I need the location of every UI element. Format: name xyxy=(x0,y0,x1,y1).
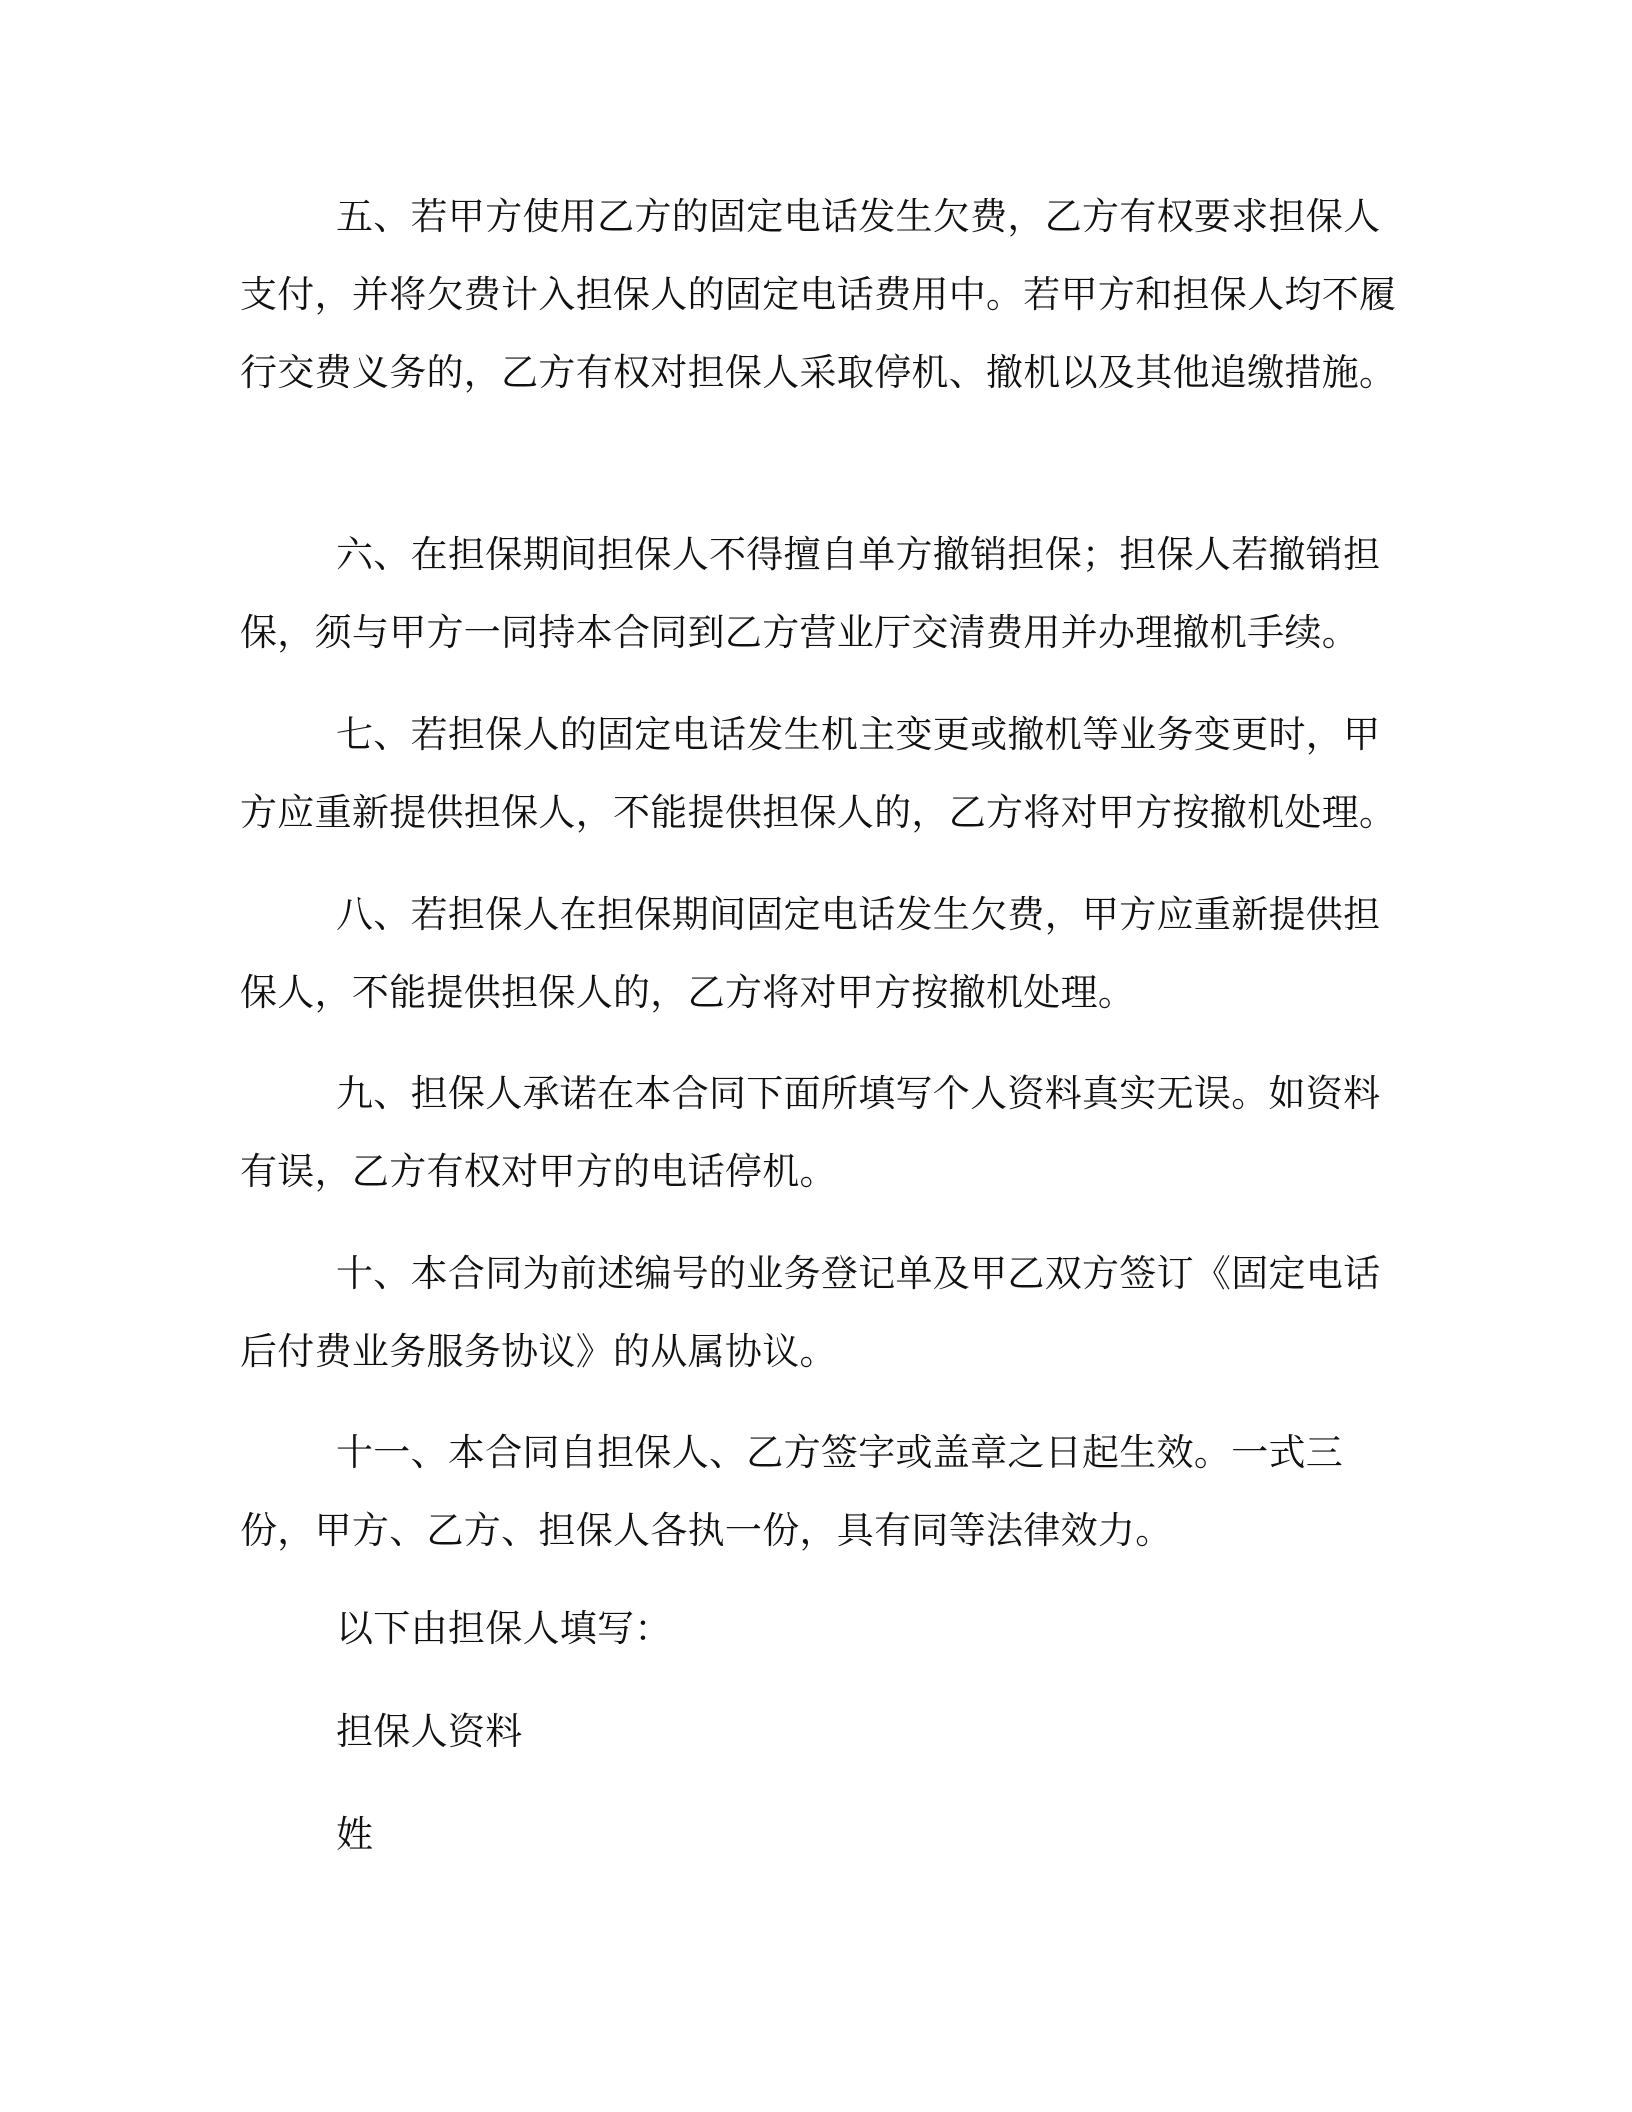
clause-5: 五、若甲方使用乙方的固定电话发生欠费，乙方有权要求担保人支付，并将欠费计入担保人的固定电话费用中。若甲方和担保人均不履行交费义务的，乙方有权对担保人采取停机、撤机以及其他追缴措施。 xyxy=(240,195,1397,394)
guarantor-section-title: 担保人资料 xyxy=(336,1710,523,1753)
clause-8: 八、若担保人在担保期间固定电话发生欠费，甲方应重新提供担保人，不能提供担保人的，乙方将对甲方按撤机处理。 xyxy=(240,893,1381,1014)
clause-7: 七、若担保人的固定电话发生机主变更或撤机等业务变更时，甲方应重新提供担保人，不能提供担保人的，乙方将对甲方按撤机处理。 xyxy=(240,713,1397,834)
clause-10: 十、本合同为前述编号的业务登记单及甲乙双方签订《固定电话后付费业务服务协议》的从属协议。 xyxy=(240,1252,1381,1373)
clause-6: 六、在担保期间担保人不得擅自单方撤销担保；担保人若撤销担保，须与甲方一同持本合同到乙方营业厅交清费用并办理撤机手续。 xyxy=(240,533,1381,654)
clause-11: 十一、本合同自担保人、乙方签字或盖章之日起生效。一式三份，甲方、乙方、担保人各执一份，具有同等法律效力。 xyxy=(240,1431,1344,1552)
clause-9: 九、担保人承诺在本合同下面所填写个人资料真实无误。如资料有误，乙方有权对甲方的电话停机。 xyxy=(240,1072,1381,1193)
name-label: 姓 xyxy=(336,1813,374,1856)
fill-instruction: 以下由担保人填写： xyxy=(336,1607,672,1650)
